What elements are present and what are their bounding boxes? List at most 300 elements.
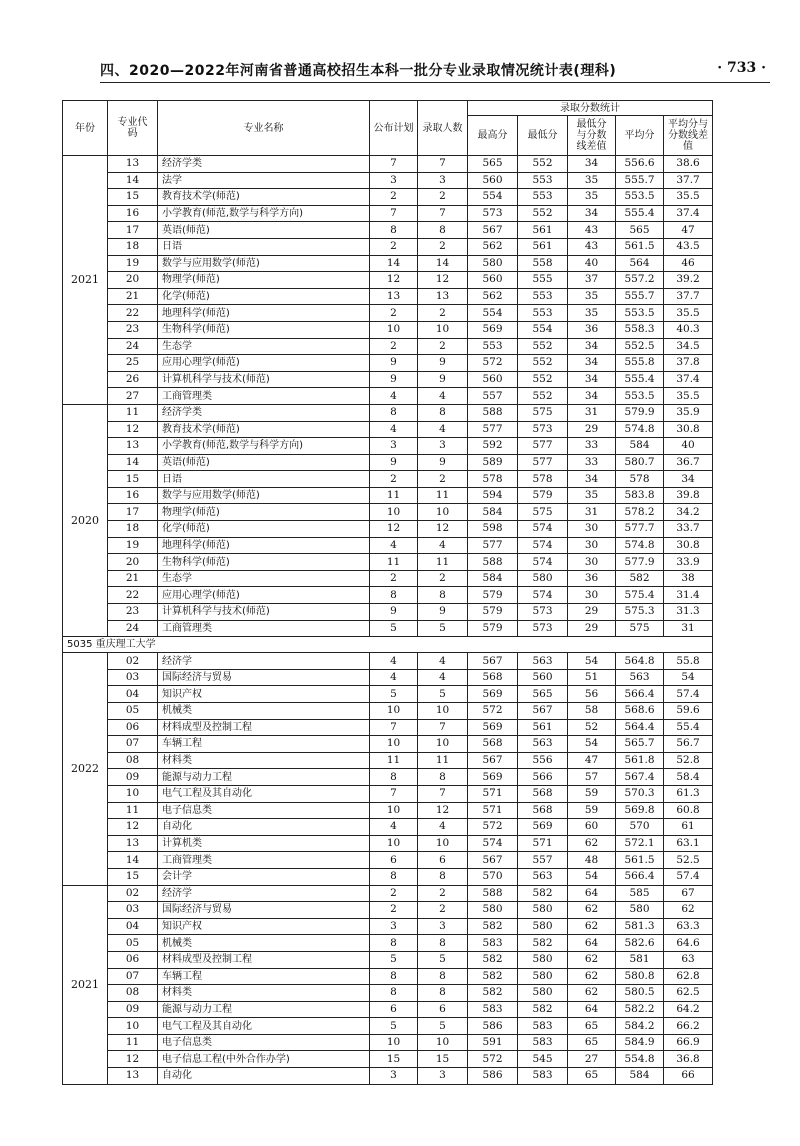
max-cell: 571 (468, 802, 518, 819)
table-row (63, 604, 713, 621)
admitted-cell: 12 (418, 272, 468, 289)
min-gap-cell: 62 (568, 985, 616, 1002)
plan-cell: 4 (370, 669, 418, 686)
name-cell: 化学(师范) (158, 288, 370, 305)
code-cell: 08 (108, 985, 158, 1002)
table-row (63, 968, 713, 985)
avg-cell: 579.9 (616, 404, 664, 421)
max-cell: 594 (468, 487, 518, 504)
max-cell: 578 (468, 471, 518, 488)
avg-gap-cell: 57.4 (664, 868, 713, 885)
code-cell: 13 (108, 835, 158, 852)
table-row (63, 288, 713, 305)
max-cell: 577 (468, 537, 518, 554)
plan-cell: 4 (370, 819, 418, 836)
table-row (63, 1068, 713, 1085)
table-row (63, 587, 713, 604)
admitted-cell: 8 (418, 935, 468, 952)
max-cell: 571 (468, 785, 518, 802)
avg-gap-cell: 35.5 (664, 189, 713, 206)
min-cell: 580 (518, 985, 568, 1002)
admitted-cell: 2 (418, 189, 468, 206)
min-cell: 573 (518, 604, 568, 621)
code-cell: 03 (108, 902, 158, 919)
max-cell: 554 (468, 189, 518, 206)
table-row (63, 736, 713, 753)
min-cell: 553 (518, 172, 568, 189)
school-name: 5035 重庆理工大学 (63, 637, 713, 653)
avg-gap-cell: 30.8 (664, 421, 713, 438)
avg-gap-cell: 31.3 (664, 604, 713, 621)
admitted-cell: 10 (418, 1034, 468, 1051)
admitted-cell: 8 (418, 769, 468, 786)
avg-gap-cell: 37.7 (664, 288, 713, 305)
name-cell: 计算机科学与技术(师范) (158, 604, 370, 621)
table-row (63, 404, 713, 421)
code-cell: 22 (108, 587, 158, 604)
table-row (63, 703, 713, 720)
plan-cell: 5 (370, 1018, 418, 1035)
avg-gap-cell: 64.6 (664, 935, 713, 952)
avg-gap-cell: 39.2 (664, 272, 713, 289)
min-cell: 545 (518, 1051, 568, 1068)
admitted-cell: 10 (418, 703, 468, 720)
col-max: 最高分 (468, 116, 518, 156)
name-cell: 材料类 (158, 752, 370, 769)
name-cell: 应用心理学(师范) (158, 355, 370, 372)
code-cell: 10 (108, 1018, 158, 1035)
table-row (63, 454, 713, 471)
max-cell: 588 (468, 554, 518, 571)
max-cell: 569 (468, 321, 518, 338)
avg-gap-cell: 54 (664, 669, 713, 686)
plan-cell: 4 (370, 653, 418, 670)
avg-cell: 566.4 (616, 686, 664, 703)
min-cell: 553 (518, 305, 568, 322)
table-row (63, 1001, 713, 1018)
avg-cell: 580.8 (616, 968, 664, 985)
admitted-cell: 6 (418, 852, 468, 869)
min-cell: 580 (518, 968, 568, 985)
plan-cell: 2 (370, 338, 418, 355)
plan-cell: 6 (370, 1001, 418, 1018)
name-cell: 计算机科学与技术(师范) (158, 371, 370, 388)
min-cell: 580 (518, 902, 568, 919)
max-cell: 562 (468, 238, 518, 255)
avg-cell: 553.5 (616, 388, 664, 405)
avg-gap-cell: 61.3 (664, 785, 713, 802)
name-cell: 工商管理类 (158, 852, 370, 869)
admitted-cell: 4 (418, 421, 468, 438)
name-cell: 英语(师范) (158, 454, 370, 471)
avg-gap-cell: 63.3 (664, 918, 713, 935)
admitted-cell: 14 (418, 255, 468, 272)
admitted-cell: 10 (418, 504, 468, 521)
min-gap-cell: 34 (568, 205, 616, 222)
avg-cell: 554.8 (616, 1051, 664, 1068)
code-cell: 07 (108, 968, 158, 985)
avg-cell: 582.6 (616, 935, 664, 952)
name-cell: 经济学 (158, 885, 370, 902)
plan-cell: 11 (370, 554, 418, 571)
min-cell: 563 (518, 653, 568, 670)
avg-gap-cell: 56.7 (664, 736, 713, 753)
avg-cell: 564.8 (616, 653, 664, 670)
code-cell: 13 (108, 156, 158, 173)
name-cell: 经济学类 (158, 156, 370, 173)
name-cell: 教育技术学(师范) (158, 421, 370, 438)
header-row-1 (63, 101, 713, 116)
code-cell: 23 (108, 604, 158, 621)
plan-cell: 7 (370, 156, 418, 173)
admitted-cell: 2 (418, 471, 468, 488)
min-cell: 561 (518, 222, 568, 239)
min-cell: 563 (518, 868, 568, 885)
table-row (63, 819, 713, 836)
table-row (63, 321, 713, 338)
min-gap-cell: 31 (568, 504, 616, 521)
table-row (63, 918, 713, 935)
avg-gap-cell: 47 (664, 222, 713, 239)
avg-gap-cell: 36.8 (664, 1051, 713, 1068)
avg-cell: 565 (616, 222, 664, 239)
avg-gap-cell: 59.6 (664, 703, 713, 720)
max-cell: 584 (468, 504, 518, 521)
code-cell: 15 (108, 868, 158, 885)
min-cell: 552 (518, 371, 568, 388)
year-cell: 2022 (63, 653, 108, 885)
min-gap-cell: 30 (568, 537, 616, 554)
min-cell: 580 (518, 918, 568, 935)
plan-cell: 5 (370, 686, 418, 703)
admitted-cell: 12 (418, 802, 468, 819)
code-cell: 04 (108, 918, 158, 935)
admitted-cell: 10 (418, 736, 468, 753)
avg-gap-cell: 55.4 (664, 719, 713, 736)
avg-gap-cell: 66 (664, 1068, 713, 1085)
table-row (63, 769, 713, 786)
avg-cell: 563 (616, 669, 664, 686)
name-cell: 经济学类 (158, 404, 370, 421)
code-cell: 03 (108, 669, 158, 686)
avg-cell: 584.2 (616, 1018, 664, 1035)
avg-gap-cell: 52.8 (664, 752, 713, 769)
avg-cell: 585 (616, 885, 664, 902)
table-row (63, 222, 713, 239)
table-row (63, 554, 713, 571)
min-cell: 553 (518, 189, 568, 206)
avg-gap-cell: 40.3 (664, 321, 713, 338)
code-cell: 06 (108, 719, 158, 736)
avg-gap-cell: 62.8 (664, 968, 713, 985)
admitted-cell: 8 (418, 587, 468, 604)
name-cell: 电子信息工程(中外合作办学) (158, 1051, 370, 1068)
avg-gap-cell: 30.8 (664, 537, 713, 554)
avg-cell: 572.1 (616, 835, 664, 852)
avg-gap-cell: 39.8 (664, 487, 713, 504)
plan-cell: 4 (370, 421, 418, 438)
min-cell: 577 (518, 438, 568, 455)
table-row (63, 951, 713, 968)
code-cell: 16 (108, 205, 158, 222)
min-gap-cell: 30 (568, 554, 616, 571)
max-cell: 572 (468, 703, 518, 720)
name-cell: 英语(师范) (158, 222, 370, 239)
min-gap-cell: 34 (568, 471, 616, 488)
min-gap-cell: 33 (568, 438, 616, 455)
min-cell: 558 (518, 255, 568, 272)
plan-cell: 9 (370, 454, 418, 471)
min-cell: 565 (518, 686, 568, 703)
code-cell: 12 (108, 421, 158, 438)
table-row (63, 487, 713, 504)
name-cell: 材料成型及控制工程 (158, 719, 370, 736)
plan-cell: 3 (370, 918, 418, 935)
avg-gap-cell: 62.5 (664, 985, 713, 1002)
admitted-cell: 9 (418, 454, 468, 471)
avg-cell: 555.8 (616, 355, 664, 372)
code-cell: 24 (108, 338, 158, 355)
min-gap-cell: 62 (568, 918, 616, 935)
table-row (63, 355, 713, 372)
code-cell: 16 (108, 487, 158, 504)
code-cell: 11 (108, 802, 158, 819)
min-cell: 552 (518, 338, 568, 355)
name-cell: 知识产权 (158, 918, 370, 935)
name-cell: 地理科学(师范) (158, 537, 370, 554)
col-avg: 平均分 (616, 116, 664, 156)
name-cell: 能源与动力工程 (158, 769, 370, 786)
max-cell: 586 (468, 1018, 518, 1035)
avg-gap-cell: 60.8 (664, 802, 713, 819)
avg-cell: 574.8 (616, 421, 664, 438)
avg-gap-cell: 55.8 (664, 653, 713, 670)
code-cell: 09 (108, 1001, 158, 1018)
min-cell: 561 (518, 238, 568, 255)
code-cell: 18 (108, 238, 158, 255)
avg-cell: 564.4 (616, 719, 664, 736)
plan-cell: 6 (370, 852, 418, 869)
plan-cell: 8 (370, 404, 418, 421)
min-cell: 573 (518, 620, 568, 637)
name-cell: 知识产权 (158, 686, 370, 703)
table-row (63, 902, 713, 919)
min-cell: 575 (518, 404, 568, 421)
min-gap-cell: 34 (568, 388, 616, 405)
admitted-cell: 2 (418, 885, 468, 902)
admitted-cell: 11 (418, 752, 468, 769)
min-cell: 566 (518, 769, 568, 786)
min-gap-cell: 65 (568, 1034, 616, 1051)
name-cell: 机械类 (158, 703, 370, 720)
admitted-cell: 12 (418, 521, 468, 538)
admitted-cell: 6 (418, 1001, 468, 1018)
plan-cell: 2 (370, 570, 418, 587)
avg-cell: 556.6 (616, 156, 664, 173)
code-cell: 02 (108, 885, 158, 902)
code-cell: 15 (108, 189, 158, 206)
avg-cell: 568.6 (616, 703, 664, 720)
avg-gap-cell: 66.9 (664, 1034, 713, 1051)
avg-gap-cell: 37.7 (664, 172, 713, 189)
min-gap-cell: 54 (568, 868, 616, 885)
min-cell: 552 (518, 205, 568, 222)
avg-gap-cell: 38 (664, 570, 713, 587)
code-cell: 02 (108, 653, 158, 670)
min-gap-cell: 64 (568, 1001, 616, 1018)
code-cell: 13 (108, 438, 158, 455)
page-title: 四、2020—2022年河南省普通高校招生本科一批分专业录取情况统计表(理科) (100, 63, 617, 79)
min-gap-cell: 27 (568, 1051, 616, 1068)
table-row (63, 719, 713, 736)
plan-cell: 9 (370, 371, 418, 388)
table-row (63, 504, 713, 521)
min-gap-cell: 34 (568, 338, 616, 355)
min-gap-cell: 59 (568, 785, 616, 802)
name-cell: 电气工程及其自动化 (158, 1018, 370, 1035)
avg-cell: 555.4 (616, 205, 664, 222)
col-group-stats: 录取分数统计 (468, 101, 713, 116)
name-cell: 自动化 (158, 819, 370, 836)
max-cell: 570 (468, 868, 518, 885)
code-cell: 19 (108, 537, 158, 554)
max-cell: 567 (468, 653, 518, 670)
min-gap-cell: 58 (568, 703, 616, 720)
code-cell: 21 (108, 570, 158, 587)
avg-gap-cell: 38.6 (664, 156, 713, 173)
plan-cell: 10 (370, 1034, 418, 1051)
plan-cell: 3 (370, 438, 418, 455)
admitted-cell: 7 (418, 156, 468, 173)
admitted-cell: 8 (418, 404, 468, 421)
col-min: 最低分 (518, 116, 568, 156)
max-cell: 588 (468, 885, 518, 902)
admitted-cell: 2 (418, 902, 468, 919)
plan-cell: 3 (370, 172, 418, 189)
min-gap-cell: 34 (568, 371, 616, 388)
avg-cell: 564 (616, 255, 664, 272)
name-cell: 生态学 (158, 338, 370, 355)
admitted-cell: 8 (418, 868, 468, 885)
min-gap-cell: 30 (568, 587, 616, 604)
min-cell: 582 (518, 935, 568, 952)
avg-cell: 577.7 (616, 521, 664, 538)
max-cell: 582 (468, 985, 518, 1002)
name-cell: 工商管理类 (158, 620, 370, 637)
min-gap-cell: 40 (568, 255, 616, 272)
max-cell: 569 (468, 719, 518, 736)
name-cell: 会计学 (158, 868, 370, 885)
avg-cell: 569.8 (616, 802, 664, 819)
avg-cell: 575.4 (616, 587, 664, 604)
avg-gap-cell: 52.5 (664, 852, 713, 869)
avg-cell: 555.7 (616, 172, 664, 189)
name-cell: 计算机类 (158, 835, 370, 852)
table-row (63, 238, 713, 255)
min-gap-cell: 35 (568, 288, 616, 305)
admitted-cell: 8 (418, 985, 468, 1002)
max-cell: 592 (468, 438, 518, 455)
max-cell: 567 (468, 222, 518, 239)
avg-cell: 553.5 (616, 305, 664, 322)
min-gap-cell: 36 (568, 570, 616, 587)
min-gap-cell: 47 (568, 752, 616, 769)
plan-cell: 10 (370, 835, 418, 852)
avg-gap-cell: 57.4 (664, 686, 713, 703)
plan-cell: 7 (370, 785, 418, 802)
admitted-cell: 4 (418, 819, 468, 836)
code-cell: 05 (108, 703, 158, 720)
avg-cell: 566.4 (616, 868, 664, 885)
plan-cell: 2 (370, 189, 418, 206)
avg-cell: 561.5 (616, 238, 664, 255)
name-cell: 国际经济与贸易 (158, 669, 370, 686)
admitted-cell: 5 (418, 620, 468, 637)
avg-cell: 552.5 (616, 338, 664, 355)
admitted-cell: 11 (418, 554, 468, 571)
min-gap-cell: 54 (568, 736, 616, 753)
table-row (63, 1051, 713, 1068)
plan-cell: 9 (370, 604, 418, 621)
code-cell: 12 (108, 819, 158, 836)
table-row (63, 305, 713, 322)
table-row (63, 752, 713, 769)
table-row (63, 620, 713, 637)
table-row (63, 438, 713, 455)
min-gap-cell: 54 (568, 653, 616, 670)
min-cell: 552 (518, 156, 568, 173)
admitted-cell: 8 (418, 968, 468, 985)
max-cell: 567 (468, 752, 518, 769)
table-row (63, 172, 713, 189)
min-gap-cell: 35 (568, 305, 616, 322)
avg-cell: 584.9 (616, 1034, 664, 1051)
min-gap-cell: 52 (568, 719, 616, 736)
plan-cell: 10 (370, 736, 418, 753)
avg-gap-cell: 34.5 (664, 338, 713, 355)
table-row (63, 421, 713, 438)
max-cell: 584 (468, 570, 518, 587)
name-cell: 车辆工程 (158, 968, 370, 985)
min-cell: 557 (518, 852, 568, 869)
min-gap-cell: 29 (568, 620, 616, 637)
max-cell: 583 (468, 935, 518, 952)
name-cell: 生物科学(师范) (158, 321, 370, 338)
name-cell: 生物科学(师范) (158, 554, 370, 571)
page-header (100, 58, 770, 83)
table-row (63, 935, 713, 952)
table-row (63, 686, 713, 703)
name-cell: 工商管理类 (158, 388, 370, 405)
name-cell: 国际经济与贸易 (158, 902, 370, 919)
min-cell: 552 (518, 355, 568, 372)
table-row (63, 802, 713, 819)
min-gap-cell: 33 (568, 454, 616, 471)
max-cell: 589 (468, 454, 518, 471)
plan-cell: 11 (370, 752, 418, 769)
name-cell: 物理学(师范) (158, 504, 370, 521)
col-plan: 公布计划 (370, 101, 418, 156)
min-cell: 574 (518, 521, 568, 538)
plan-cell: 8 (370, 868, 418, 885)
code-cell: 17 (108, 222, 158, 239)
admitted-cell: 10 (418, 835, 468, 852)
max-cell: 583 (468, 1001, 518, 1018)
max-cell: 579 (468, 620, 518, 637)
table-row (63, 521, 713, 538)
name-cell: 物理学(师范) (158, 272, 370, 289)
table-row (63, 338, 713, 355)
